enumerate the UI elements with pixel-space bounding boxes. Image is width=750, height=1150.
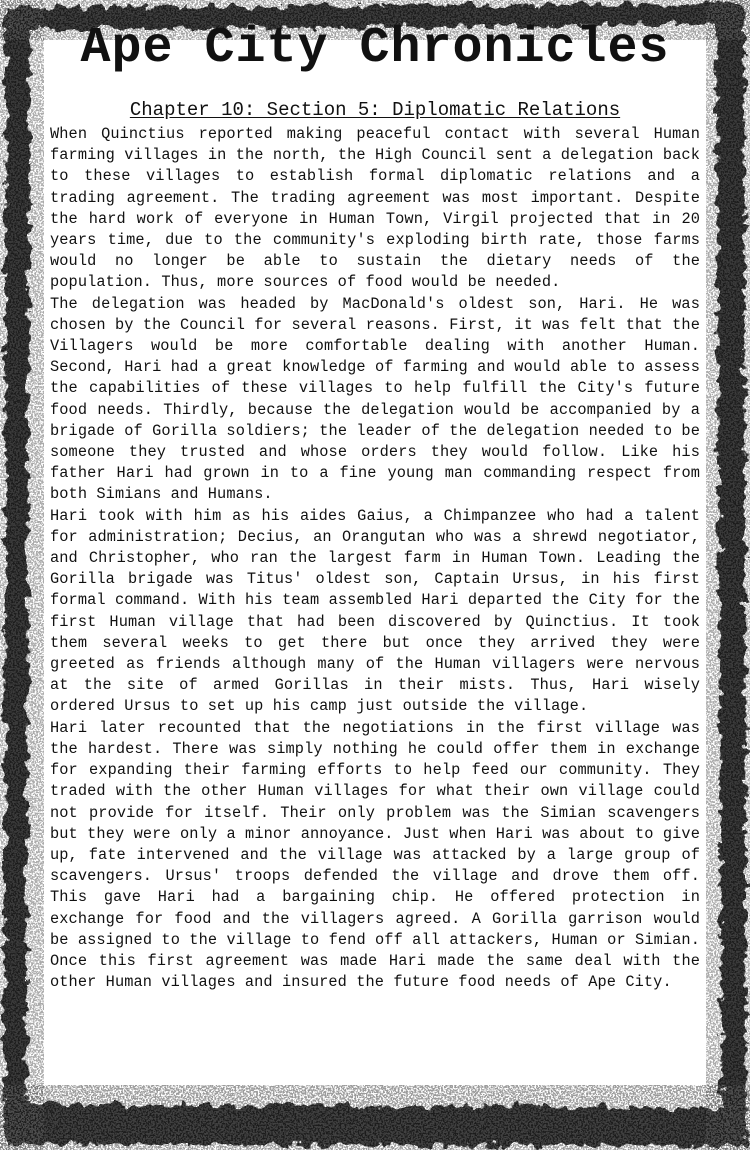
paragraph: Hari took with him as his aides Gaius, a Chimpanzee who had a talent for administration; Decius, an Orangutan who was a shrewd negotiator, and Christopher, who ran the largest farm in Human Town. Leading the Gorilla brigade was Titus' oldest son, Captain Ursus, in his first formal command. With his team assembled Hari departed the City for the first Human village that had been discovered by Quinctius. It took them several weeks to get there but once they arrived they were greeted as friends although many of the Human villagers were nervous at the site of armed Gorillas in their mists. Thus, Hari wisely ordered Ursus to set up his camp just outside the village. — [50, 506, 700, 716]
document-title: Ape City Chronicles — [80, 20, 670, 77]
body-text — [50, 124, 700, 993]
chapter-heading — [0, 99, 750, 121]
chapter-heading-text: Chapter 10: Section 5: Diplomatic Relations — [129, 99, 621, 121]
paragraph: The delegation was headed by MacDonald's oldest son, Hari. He was chosen by the Council for several reasons. First, it was felt that the Villagers would be more comfortable dealing with another Human. Second, Hari had a great knowledge of farming and would able to assess the capabilities of these villages to help fulfill the City's future food needs. Thirdly, because the delegation would be accompanied by a brigade of Gorilla soldiers; the leader of the delegation needed to be someone they trusted and whose orders they would follow. Like his father Hari had grown in to a fine young man commanding respect from both Simians and Humans. — [50, 294, 700, 504]
paragraph: Hari later recounted that the negotiations in the first village was the hardest. There was simply nothing he could offer them in exchange for expanding their farming efforts to help feed our community. They traded with the other Human villages for what their own village could not provide for itself. Their only problem was the Simian scavengers but they were only a minor annoyance. Just when Hari was about to give up, fate intervened and the village was attacked by a large group of scavengers. Ursus' troops defended the village and drove them off. This gave Hari had a bargaining chip. He offered protection in exchange for food and the villagers agreed. A Gorilla garrison would be assigned to the village to fend off all attackers, Human or Simian. Once this first agreement was made Hari made the same deal with the other Human villages and insured the future food needs of Ape City. — [50, 718, 700, 992]
paragraph: When Quinctius reported making peaceful contact with several Human farming villages in the north, the High Council sent a delegation back to these villages to establish formal diplomatic relations and a trading agreement. The trading agreement was most important. Despite the hard work of everyone in Human Town, Virgil projected that in 20 years time, due to the community's exploding birth rate, those farms would no longer be able to sustain the dietary needs of the population. Thus, more sources of food would be needed. — [50, 125, 700, 292]
